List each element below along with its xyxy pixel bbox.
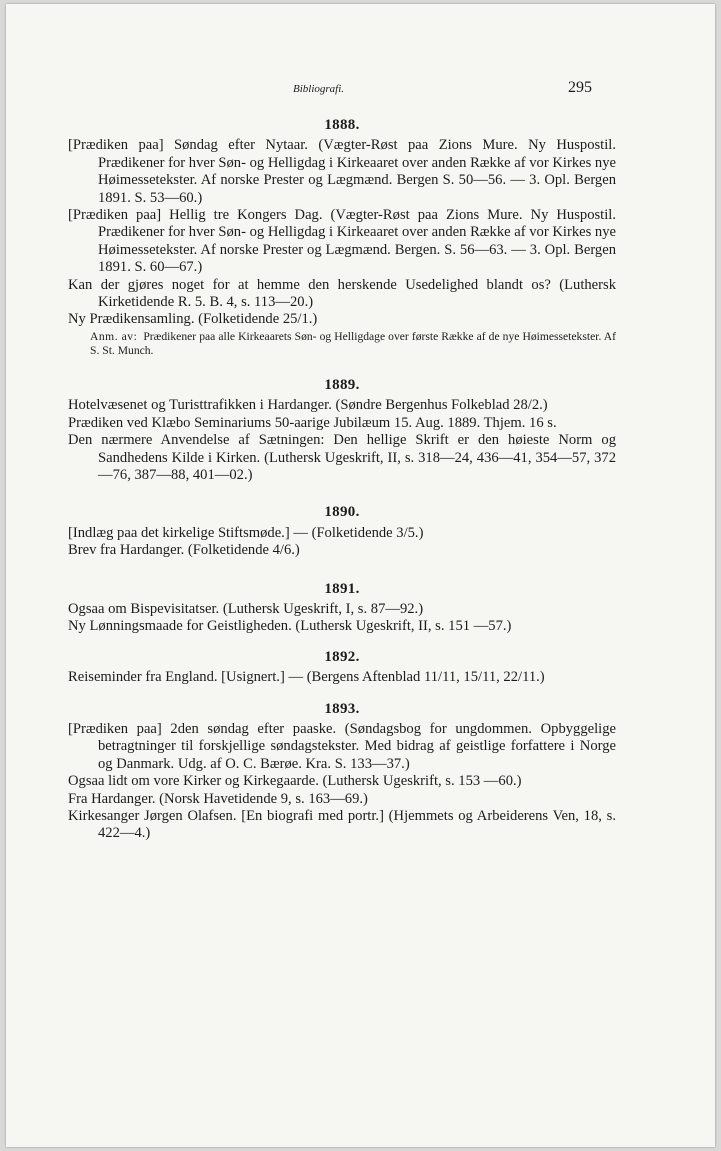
- year-heading: 1889.: [324, 376, 360, 393]
- year-section-1893: [68, 701, 616, 843]
- year-section-1888: [68, 117, 616, 358]
- bibliography-entry: [Prædiken paa] Hellig tre Kongers Dag. (Vægter-Røst paa Zions Mure. Ny Huspostil. Prædikener for hver Søn- og Helligdag i Kirkeaaret over anden Række af vor Kirkes nye Høimessetekster. Af norske Prester og Lægmænd. Bergen. S. 56—63. — 3. Opl. Bergen 1891. S. 60—67.): [68, 207, 616, 276]
- bibliography-entry: Ogsaa lidt om vore Kirker og Kirkegaarde. (Luthersk Ugeskrift, s. 153 —60.): [68, 773, 522, 790]
- bibliography-entry: Prædiken ved Klæbo Seminariums 50-aarige Jubilæum 15. Aug. 1889. Thjem. 16 s.: [68, 414, 557, 431]
- year-section-1889: [68, 377, 616, 484]
- bibliography-entry: Hotelvæsenet og Turisttrafikken i Hardanger. (Søndre Bergenhus Folkeblad 28/2.): [68, 397, 548, 414]
- bibliography-entry: [Indlæg paa det kirkelige Stiftsmøde.] — (Folketidende 3/5.): [68, 524, 424, 541]
- year-heading: 1890.: [324, 504, 360, 521]
- bibliography-entry: [Prædiken paa] 2den søndag efter paaske. (Søndagsbog for ungdommen. Opbyggelige betragtninger til forskjellige søndagstekster. Med bidrag af geistlige forfattere i Norge og Danmark. Udg. af O. C. Bærøe. Kra. S. 133—37.): [68, 720, 616, 772]
- bibliography-content: [68, 117, 616, 843]
- year-section-1891: [68, 581, 616, 636]
- year-heading: 1888.: [324, 117, 360, 133]
- year-heading: 1893.: [324, 700, 360, 717]
- note-text: Prædikener paa alle Kirkeaarets Søn- og Helligdage over første Række af de nye Høimessetekster. Af S. St. Munch.: [90, 329, 616, 357]
- year-section-1890: [68, 504, 616, 559]
- page-header: [6, 79, 715, 101]
- bibliography-entry: Reiseminder fra England. [Usignert.] — (Bergens Aftenblad 11/11, 15/11, 22/11.): [68, 669, 545, 686]
- bibliography-entry: Brev fra Hardanger. (Folketidende 4/6.): [68, 542, 300, 559]
- bibliography-entry: Ny Prædikensamling. (Folketidende 25/1.): [68, 311, 318, 328]
- bibliography-entry: Fra Hardanger. (Norsk Havetidende 9, s. 163—69.): [68, 790, 368, 807]
- note-label: Anm. av:: [90, 329, 138, 343]
- book-page: [6, 4, 715, 1147]
- year-heading: 1892.: [324, 648, 360, 665]
- review-note: [68, 330, 616, 358]
- bibliography-entry: Ogsaa om Bispevisitatser. (Luthersk Ugeskrift, I, s. 87—92.): [68, 600, 424, 617]
- bibliography-entry: Kirkesanger Jørgen Olafsen. [En biografi med portr.] (Hjemmets og Arbeiderens Ven, 18, s. 422—4.): [68, 808, 616, 842]
- running-title: Bibliografi.: [293, 83, 345, 95]
- page-number: 295: [568, 79, 592, 96]
- year-heading: 1891.: [324, 580, 360, 597]
- bibliography-entry: Kan der gjøres noget for at hemme den herskende Usedelighed blandt os? (Luthersk Kirketidende R. 5. B. 4, s. 113—20.): [68, 276, 616, 311]
- bibliography-entry: [Prædiken paa] Søndag efter Nytaar. (Vægter-Røst paa Zions Mure. Ny Huspostil. Prædikener for hver Søn- og Helligdag i Kirkeaaret over anden Række af vor Kirkes nye Høimessetekster. Af norske Prester og Lægmænd. Bergen S. 50—56. — 3. Opl. Bergen 1891. S. 53—60.): [68, 137, 616, 206]
- bibliography-entry: Ny Lønningsmaade for Geistligheden. (Luthersk Ugeskrift, II, s. 151 —57.): [68, 618, 512, 635]
- year-section-1892: [68, 649, 616, 687]
- bibliography-entry: Den nærmere Anvendelse af Sætningen: Den hellige Skrift er den høieste Norm og Sandhedens Kilde i Kirken. (Luthersk Ugeskrift, II, s. 318—24, 436—41, 354—57, 372—76, 387—88, 401—02.): [68, 432, 616, 483]
